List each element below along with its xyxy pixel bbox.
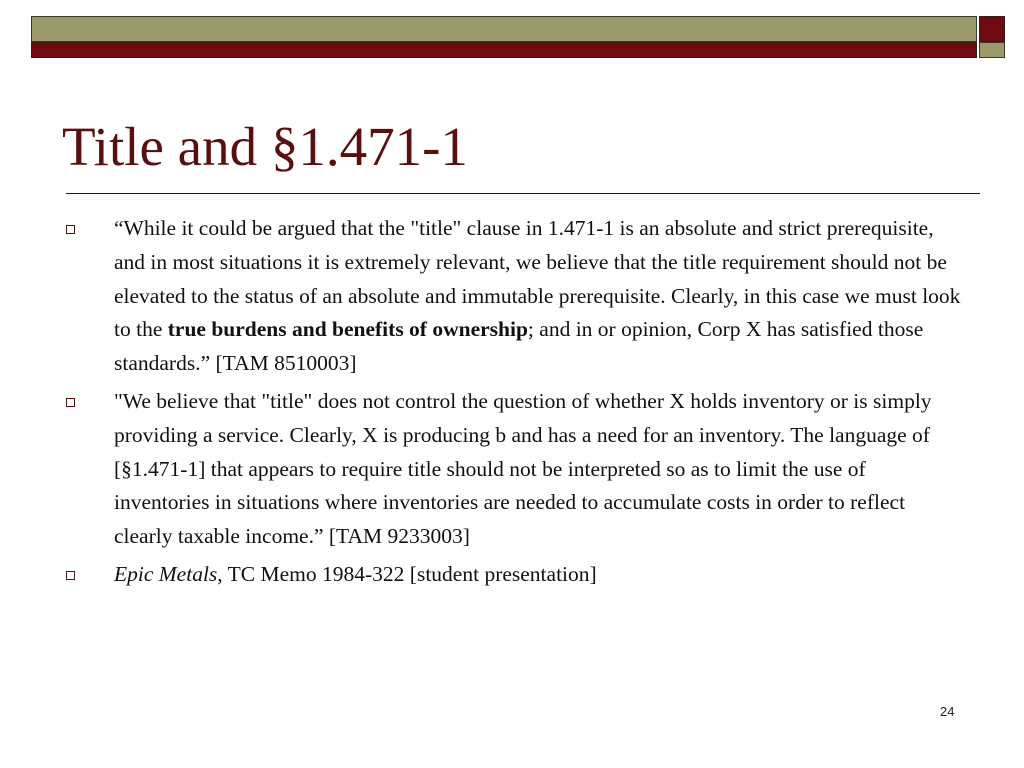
square-bullet-icon: [66, 398, 75, 407]
page-number: 24: [940, 704, 955, 719]
bullet-1-bold-text: true burdens and benefits of ownership: [167, 317, 528, 342]
bullet-item-epic-metals: [66, 558, 966, 592]
square-bullet-icon: [66, 571, 75, 580]
slide-title: Title and §1.471-1: [62, 116, 468, 177]
header-olive-bar: [31, 16, 977, 42]
bullet-2-text: "We believe that "title" does not control the question of whether X holds inventory or is simply providing a service. Clearly, X is producing b and has a need for an inventory. The language of [§1.471-1] that appears to require title should not be interpreted so as to limit the use of inventories in situations where inventories are needed to accumulate costs in order to reflect clearly taxable income.” [TAM 9233003]: [114, 388, 932, 549]
header-olive-square: [979, 42, 1005, 58]
header-maroon-bar: [31, 42, 977, 58]
header-maroon-square: [979, 16, 1005, 42]
bullet-3-case-name: Epic Metals: [114, 561, 218, 586]
bullet-1-text-end: ; and in or opinion, Corp X has satisfied those standards.” [TAM 8510003]: [114, 317, 924, 376]
bullet-1-text: “While it could be argued that the "title" clause in 1.471-1 is an absolute and strict prerequisite, and in most situations it is extremely relevant, we believe that the title requirement should not be elevated to the status of an absolute and immutable prerequisite. Clearly, in this case we must look to the: [114, 216, 961, 342]
bullet-list: [66, 212, 966, 596]
bullet-3-text: , TC Memo 1984-322 [student presentation]: [217, 561, 597, 586]
bullet-item-tam-9233003: [66, 385, 966, 554]
bullet-item-tam-8510003: [66, 212, 966, 381]
title-divider: [66, 193, 980, 194]
square-bullet-icon: [66, 225, 75, 234]
